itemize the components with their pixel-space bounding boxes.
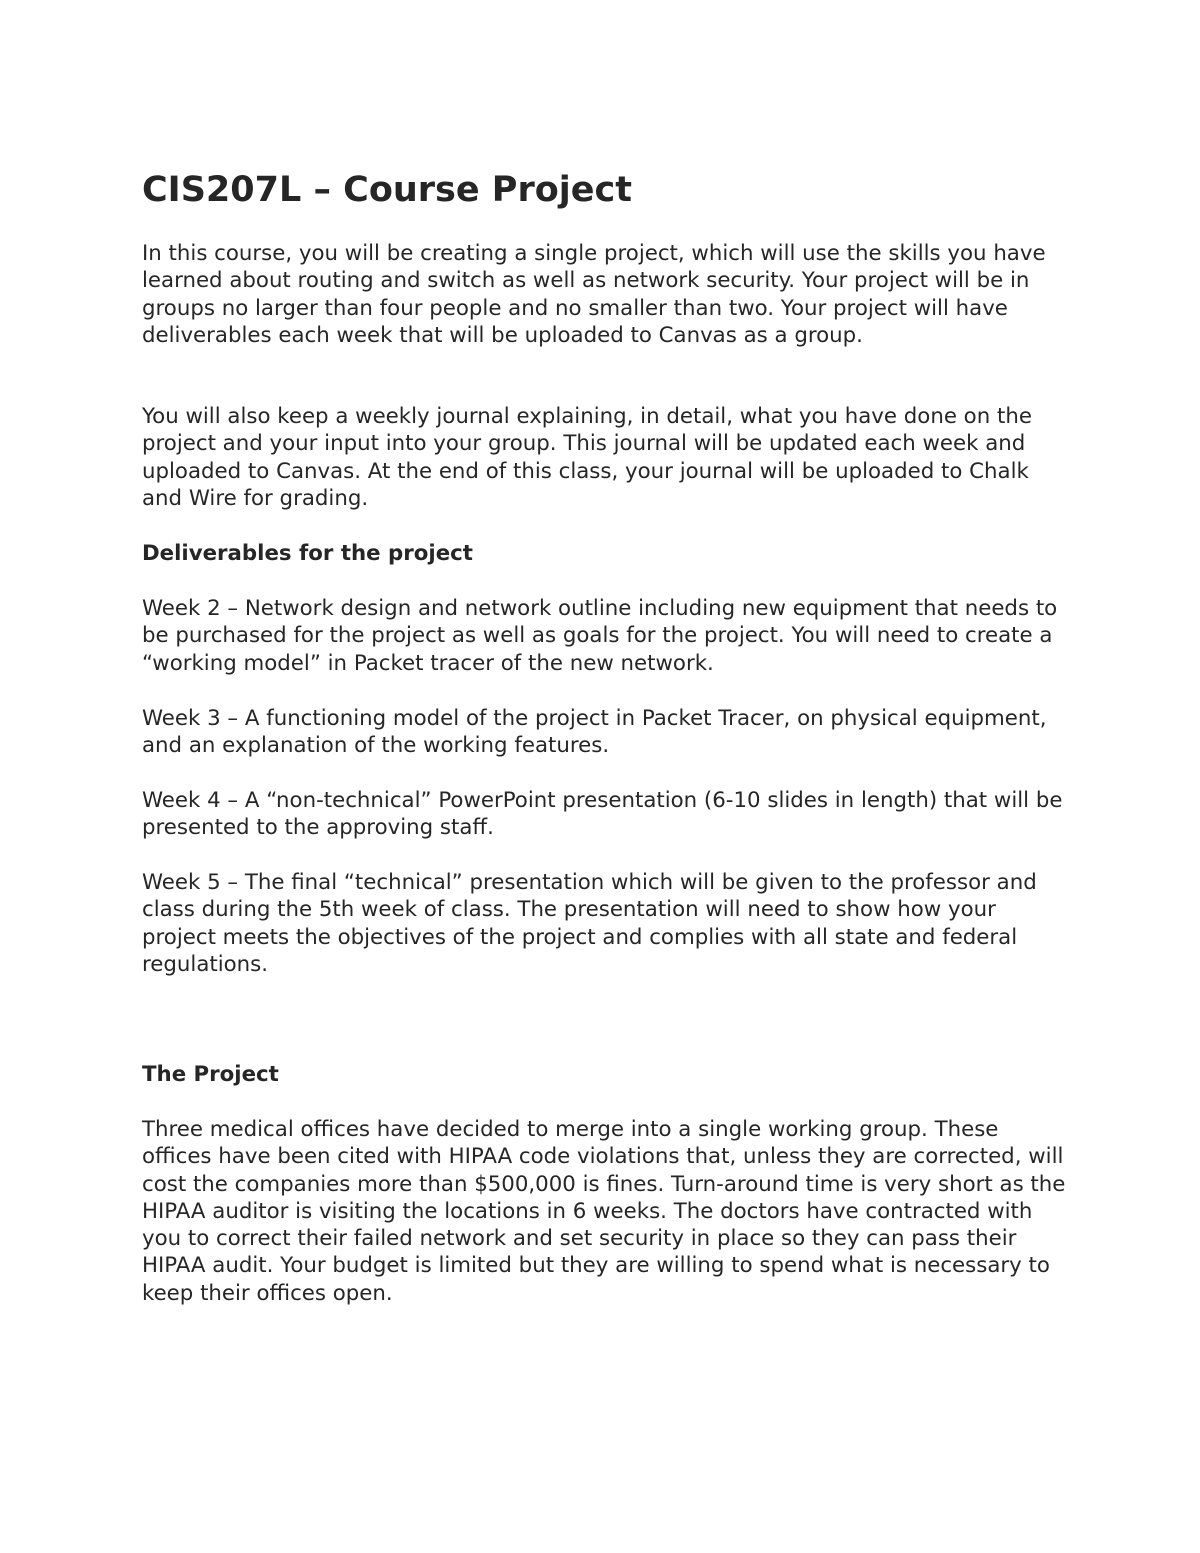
- intro-paragraph-1: In this course, you will be creating a single project, which will use the skills you have learned about routing and switch as well as network security. Your project will be in groups no larger than four people and no smaller than two. Your project will have deliverables each week that will be uploaded to Canvas as a group.: [142, 241, 1046, 348]
- intro-paragraph-2: You will also keep a weekly journal explaining, in detail, what you have done on the project and your input into your group. This journal will be updated each week and uploaded to Canvas. At the end of this class, your journal will be uploaded to Chalk and Wire for grading.: [142, 404, 1032, 511]
- project-heading: The Project: [142, 1062, 279, 1087]
- deliverable-week-3: Week 3 – A functioning model of the project in Packet Tracer, on physical equipment, and an explanation of the working features.: [142, 706, 1047, 759]
- deliverable-week-5: Week 5 – The final “technical” presentation which will be given to the professor and class during the 5th week of class. The presentation will need to show how your project meets the objectives of the project and complies with all state and federal regulations.: [142, 870, 1037, 977]
- document-title: CIS207L – Course Project: [142, 170, 632, 210]
- deliverable-week-4: Week 4 – A “non-technical” PowerPoint presentation (6-10 slides in length) that will be presented to the approving staff.: [142, 788, 1063, 841]
- project-paragraph: Three medical offices have decided to merge into a single working group. These offices have been cited with HIPAA code violations that, unless they are corrected, will cost the companies more than $500,000 is fines. Turn-around time is very short as the HIPAA auditor is visiting the locations in 6 weeks. The doctors have contracted with you to correct their failed network and set security in place so they can pass their HIPAA audit. Your budget is limited but they are willing to spend what is necessary to keep their offices open.: [142, 1117, 1066, 1306]
- deliverables-heading: Deliverables for the project: [142, 541, 473, 566]
- deliverable-week-2: Week 2 – Network design and network outline including new equipment that needs to be purchased for the project as well as goals for the project. You will need to create a “working model” in Packet tracer of the new network.: [142, 596, 1058, 676]
